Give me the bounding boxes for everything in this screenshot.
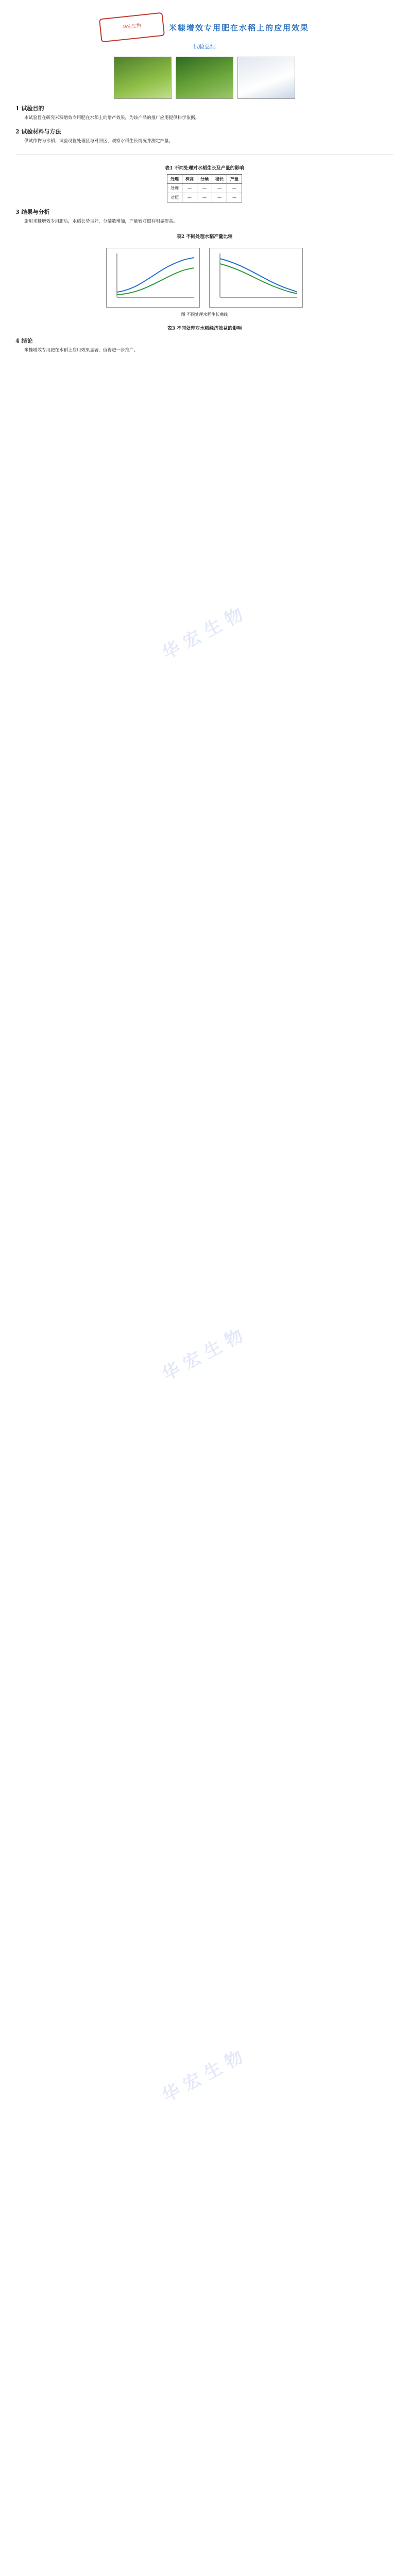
table-1-caption: 表1 不同处理对水稻生长及产量的影响 [165,166,244,171]
title-row [15,15,394,39]
section-1-title: 1 试验目的 [15,105,44,112]
document-page [15,15,394,354]
section-4-title: 4 结论 [15,337,33,344]
table-header: 穗长 [212,175,227,184]
table-cell: — [197,184,212,193]
table-row [167,184,242,193]
table-2-caption: 表2 不同处理水稻产量比较 [176,234,233,240]
table-row [167,193,242,202]
logo-stamp: 华宏生物 [99,12,165,43]
table-cell: — [227,184,242,193]
table-1 [167,174,242,202]
section-2-text: 供试作物为水稻，试验设置处理区与对照区，观察水稻生长情况并测定产量。 [24,139,174,144]
section-4-text: 米糠增效专用肥在水稻上应用效果显著，值得进一步推广。 [24,348,139,353]
field-photo [114,57,172,99]
table-header: 产量 [227,175,242,184]
section-3-text: 施用米糠增效专用肥后，水稻长势良好，分蘖数增加，产量较对照有明显提高。 [24,219,178,224]
watermark: 华宏生物 [159,601,252,664]
chart-row [15,245,394,311]
section-3-title: 3 结果与分析 [15,209,50,215]
photo-strip [15,57,394,99]
table-cell: — [212,193,227,202]
table-cell: — [182,193,197,202]
watermark: 华宏生物 [159,1322,252,1385]
doc-subtitle: 试验总结 [193,43,216,50]
table-header: 株高 [182,175,197,184]
watermark: 华宏生物 [159,2043,252,2107]
table-cell: — [182,184,197,193]
table-header: 分蘖 [197,175,212,184]
table-header: 处理 [167,175,182,184]
chart-caption: 图 不同处理水稻生长曲线 [181,312,228,317]
table-cell: 处理 [167,184,182,193]
table-cell: — [212,184,227,193]
section-2-title: 2 试验材料与方法 [15,128,61,135]
table-3-caption: 表3 不同处理对水稻经济效益的影响 [167,326,242,331]
table-cell: 对照 [167,193,182,202]
fertilizer-bags-photo [237,57,295,99]
table-cell: — [227,193,242,202]
rice-photo [176,57,233,99]
growth-chart-1 [106,248,200,308]
growth-chart-2-svg [210,248,302,305]
growth-chart-2 [209,248,303,308]
table-cell: — [197,193,212,202]
doc-title: 米糠增效专用肥在水稻上的应用效果 [168,23,309,32]
growth-chart-1-svg [107,248,199,305]
section-1-text: 本试验旨在研究米糠增效专用肥在水稻上的增产效果，为该产品的推广应用提供科学依据。 [24,115,200,121]
